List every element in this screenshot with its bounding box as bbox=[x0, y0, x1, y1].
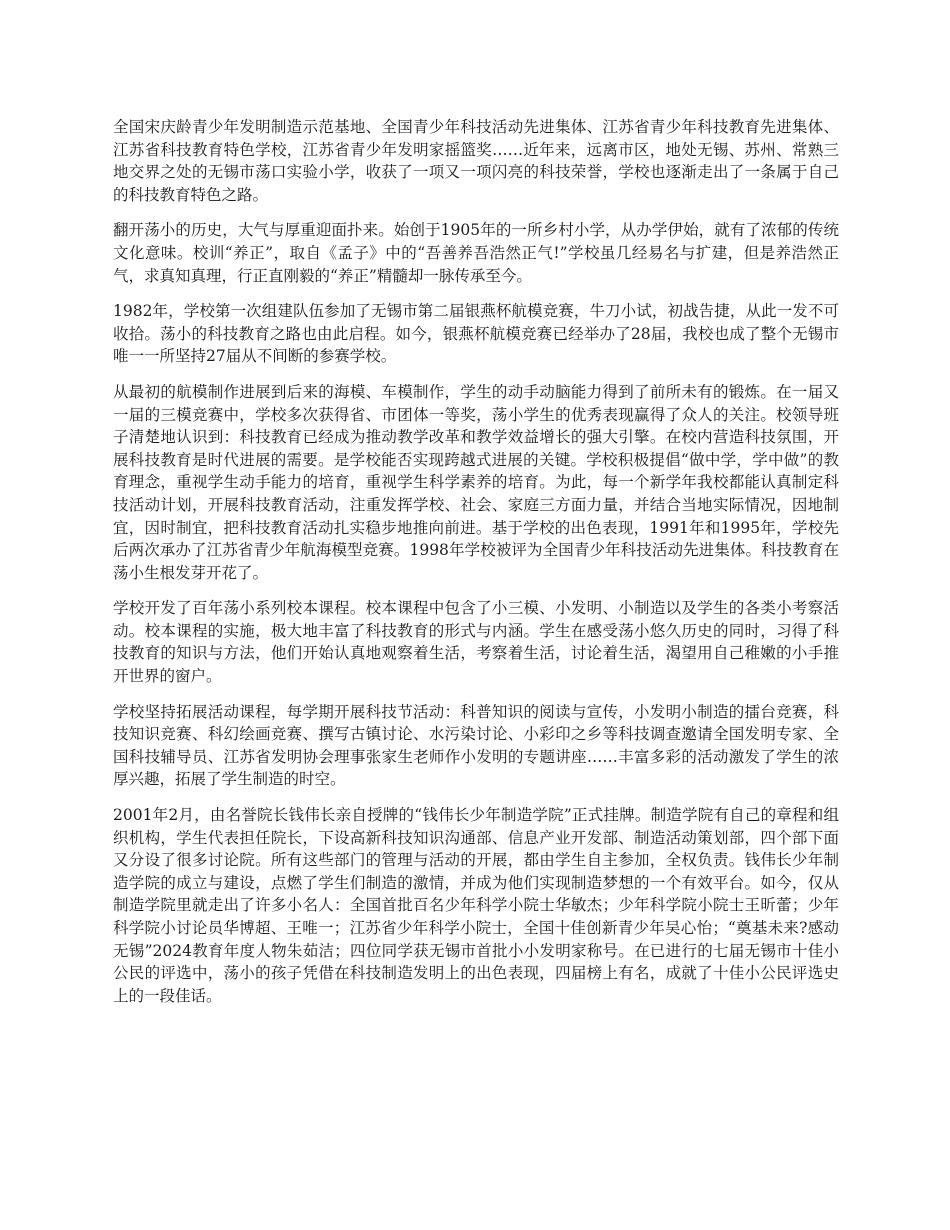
paragraph-activity-courses: 学校坚持拓展活动课程，每学期开展科技节活动：科普知识的阅读与宣传，小发明小制造的擂台竞赛，科技知识竞赛、科幻绘画竞赛、撰写古镇讨论、水污染讨论、小彩印之乡等科技调查邀请全国发明专家、全国科技辅导员、江苏省发明协会理事张家生老师作小发明的专题讲座……丰富多彩的活动激发了学生的浓厚兴趣，拓展了学生制造的时空。 bbox=[113, 702, 839, 789]
document-body bbox=[113, 116, 839, 1020]
paragraph-invention-academy: 2001年2月，由名誉院长钱伟长亲自授牌的“钱伟长少年制造学院”正式挂牌。制造学院有自己的章程和组织机构，学生代表担任院长，下设高新科技知识沟通部、信息产业开发部、制造活动策划部，四个部下面又分设了很多讨论院。所有这些部门的管理与活动的开展，都由学生自主参加，全权负责。钱伟长少年制造学院的成立与建设，点燃了学生们制造的激情，并成为他们实现制造梦想的一个有效平台。如今，仅从制造学院里就走出了许多小名人：全国首批百名少年科学小院士华敏杰；少年科学院小院士王昕蕾；少年科学院小讨论员华博超、王唯一；江苏省少年科学小院士，全国十佳创新青少年吴心怡；“奠基未来?感动无锡”2024教育年度人物朱茹洁；四位同学获无锡市首批小小发明家称号。在已进行的七届无锡市十佳小公民的评选中，荡小的孩子凭借在科技制造发明上的出色表现，四届榜上有名，成就了十佳小公民评选史上的一段佳话。 bbox=[113, 806, 839, 1005]
paragraph-aeromodel-1982: 1982年，学校第一次组建队伍参加了无锡市第二届银燕杯航模竞赛，牛刀小试，初战告捷，从此一发不可收拾。荡小的科技教育之路也由此启程。如今，银燕杯航模竞赛已经举办了28届，我校也成了整个无锡市唯一一所坚持27届从不间断的参赛学校。 bbox=[113, 302, 839, 366]
paragraph-school-curriculum: 学校开发了百年荡小系列校本课程。校本课程中包含了小三模、小发明、小制造以及学生的各类小考察活动。校本课程的实施，极大地丰富了科技教育的形式与内涵。学生在感受荡小悠久历史的同时，习得了科技教育的知识与方法，他们开始认真地观察着生活，考察着生活，讨论着生活，渴望用自己稚嫩的小手推开世界的窗户。 bbox=[113, 599, 839, 686]
paragraph-model-making: 从最初的航模制作进展到后来的海模、车模制作，学生的动手动脑能力得到了前所未有的锻炼。在一届又一届的三模竞赛中，学校多次获得省、市团体一等奖，荡小学生的优秀表现赢得了众人的关注。校领导班子清楚地认识到：科技教育已经成为推动教学改革和教学效益增长的强大引擎。在校内营造科技氛围，开展科技教育是时代进展的需要。是学校能否实现跨越式进展的关键。学校积极提倡“做中学，学中做”的教育理念，重视学生动手能力的培育，重视学生科学素养的培育。为此，每一个新学年我校都能认真制定科技活动计划，开展科技教育活动，注重发挥学校、社会、家庭三方面力量，并结合当地实际情况，因地制宜，因时制宜，把科技教育活动扎实稳步地推向前进。基于学校的出色表现，1991年和1995年，学校先后两次承办了江苏省青少年航海模型竞赛。1998年学校被评为全国青少年科技活动先进集体。科技教育在荡小生根发芽开花了。 bbox=[113, 382, 839, 582]
paragraph-honors: 全国宋庆龄青少年发明制造示范基地、全国青少年科技活动先进集体、江苏省青少年科技教育先进集体、江苏省科技教育特色学校，江苏省青少年发明家摇篮奖……近年来，远离市区，地处无锡、苏州、常熟三地交界之处的无锡市荡口实验小学，收获了一项又一项闪亮的科技荣誉，学校也逐渐走出了一条属于自己的科技教育特色之路。 bbox=[113, 118, 839, 204]
paragraph-history: 翻开荡小的历史，大气与厚重迎面扑来。始创于1905年的一所乡村小学，从办学伊始，就有了浓郁的传统文化意味。校训“养正”，取自《孟子》中的“吾善养吾浩然正气!”学校虽几经易名与扩建，但是养浩然正气，求真知真理，行正直刚毅的“养正”精髓却一脉传承至今。 bbox=[113, 221, 839, 285]
